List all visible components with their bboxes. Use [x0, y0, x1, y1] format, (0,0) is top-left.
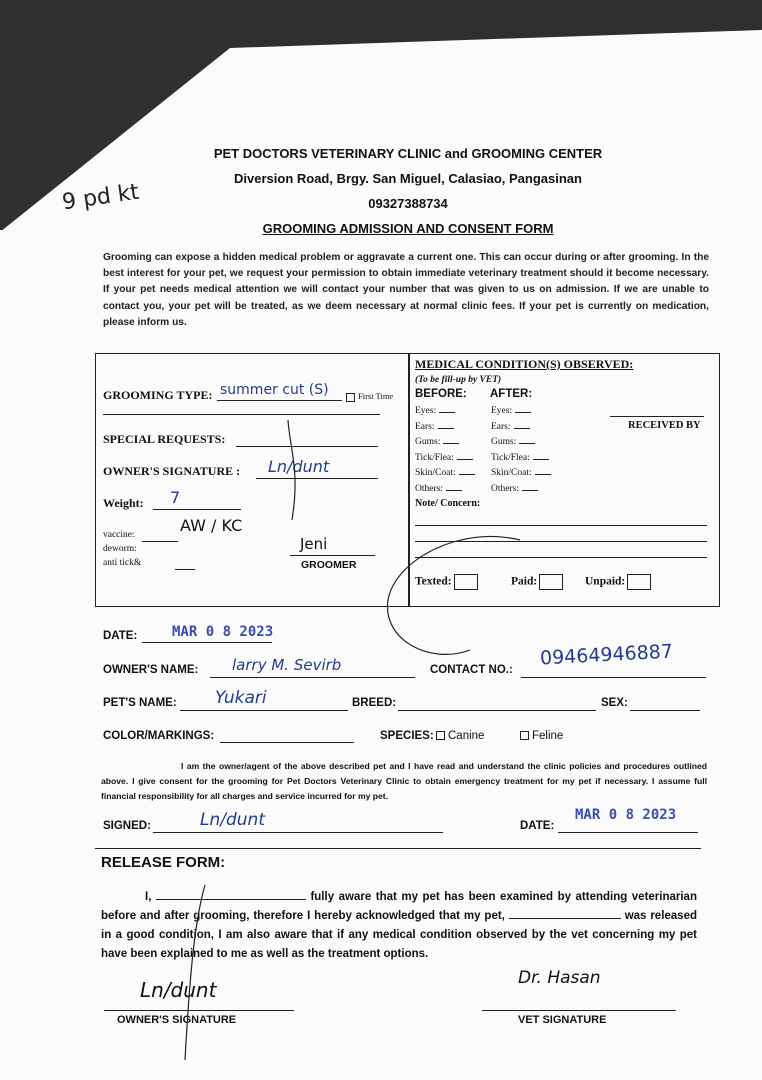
signed-date-line[interactable] [558, 832, 698, 833]
date-label: DATE: [103, 630, 138, 642]
before-item-label: Others: [415, 483, 443, 494]
after-item [491, 422, 530, 432]
breed-label: BREED: [352, 697, 397, 709]
weight-line[interactable] [153, 509, 241, 510]
before-item-label: Gums: [415, 437, 441, 447]
received-by-line[interactable] [610, 416, 704, 417]
breed-line[interactable] [398, 710, 596, 711]
release-line1: fully aware that my pet has been examined by attending veterinarian before and after grooming, therefore I hereby acknowledged that my pet, [101, 891, 697, 922]
species-label: SPECIES: [380, 730, 434, 742]
paid-label: Paid: [511, 575, 538, 588]
date-line[interactable] [142, 642, 272, 643]
before-item [415, 406, 455, 416]
release-vet-signature-label: VET SIGNATURE [518, 1014, 607, 1026]
contact-label: CONTACT NO.: [430, 664, 513, 676]
deworm-label: deworm: [103, 544, 137, 554]
paid-checkbox[interactable] [539, 574, 563, 590]
signed-label: SIGNED: [103, 820, 151, 832]
after-item-line[interactable] [533, 459, 549, 460]
after-item [491, 453, 549, 463]
form-title: GROOMING ADMISSION AND CONSENT FORM [262, 221, 554, 236]
owner-name-label: OWNER'S NAME: [103, 664, 199, 676]
feline-label: Feline [532, 730, 564, 742]
contact-line[interactable] [521, 677, 706, 678]
before-item-line[interactable] [439, 412, 455, 413]
release-owner-scribble: Ln/dunt [140, 978, 217, 1002]
after-label: AFTER: [490, 388, 533, 400]
signed-date-label: DATE: [520, 820, 555, 832]
before-item-label: Skin/Coat: [415, 468, 456, 478]
consent-paragraph: I am the owner/agent of the above described pet and I have read and understand the clinic policies and procedures outlined above. I give consent for the grooming for Pet Doctors Veterinary Clinic to obtain emergency treatment for my pet if necessary. I assume full financial responsibility for all charges and service incurred for my pet. [101, 761, 707, 801]
after-item-label: Tick/Flea: [491, 452, 530, 463]
before-item [415, 484, 462, 494]
vaccine-value: AW / KC [180, 516, 243, 535]
after-item [491, 484, 538, 494]
unpaid-label: Unpaid: [585, 575, 626, 588]
unpaid-checkbox[interactable] [627, 574, 651, 590]
signed-date-stamp: MAR 0 8 2023 [575, 807, 677, 823]
anti-tick-line[interactable] [175, 569, 195, 570]
texted-option[interactable] [415, 574, 478, 590]
note-line-1[interactable] [415, 525, 707, 526]
first-time-checkbox[interactable] [346, 393, 355, 402]
after-item-line[interactable] [535, 474, 551, 475]
vet-signed-name: Dr. Hasan [518, 968, 601, 988]
clinic-address: Diversion Road, Brgy. San Miguel, Calasiao, Pangasinan [234, 171, 582, 186]
after-item-label: Eyes: [491, 406, 513, 416]
vaccine-line[interactable] [142, 541, 178, 542]
before-item [415, 437, 459, 447]
after-item-label: Others: [491, 483, 519, 494]
owner-name-line[interactable] [210, 677, 415, 678]
feline-checkbox[interactable] [520, 731, 529, 740]
after-item [491, 437, 535, 447]
vaccine-label: vaccine: [103, 530, 135, 540]
pet-name-line[interactable] [180, 710, 348, 711]
after-item-line[interactable] [519, 443, 535, 444]
release-paragraph [101, 888, 697, 964]
first-time-option[interactable] [346, 391, 393, 402]
before-item [415, 468, 475, 478]
anti-tick-label: anti tick& [103, 558, 142, 568]
color-label: COLOR/MARKINGS: [103, 730, 215, 742]
before-item-label: Tick/Flea: [415, 452, 454, 463]
after-item [491, 406, 531, 416]
release-vet-signature-line[interactable] [482, 1010, 676, 1011]
release-owner-signature-label: OWNER'S SIGNATURE [117, 1014, 237, 1026]
pet-name-value: Yukari [215, 688, 267, 708]
owner-name-value: larry M. Sevirb [232, 656, 342, 674]
canine-label: Canine [448, 730, 485, 742]
groomer-line[interactable] [290, 555, 375, 556]
signed-scribble: Ln/dunt [200, 810, 265, 830]
before-item-line[interactable] [438, 428, 454, 429]
canine-option[interactable] [436, 730, 484, 742]
pet-name-label: PET'S NAME: [103, 697, 177, 709]
medical-subtitle: (To be fill-up by VET) [415, 375, 502, 385]
before-item-line[interactable] [446, 490, 462, 491]
intro-paragraph: Grooming can expose a hidden medical problem or aggravate a current one. This can occur during or after grooming. In the best interest for your pet, we request your permission to obtain immediate veterinary treatment should it become necessary. If your pet needs medical attention we will contact your number that was given to us on admission. If we are unable to contact you, your pet will be treated, as we deem necessary at normal clinic fees. If your pet is currently on medication, please inform us. [103, 252, 709, 328]
canine-checkbox[interactable] [436, 731, 445, 740]
note-line-2[interactable] [415, 541, 707, 542]
before-item [415, 453, 473, 463]
note-line-3[interactable] [415, 557, 707, 558]
weight-value: 7 [170, 488, 181, 507]
release-i-label: I, [145, 891, 152, 903]
owner-signature-scribble: Ln/dunt [268, 457, 330, 476]
clinic-phone: 09327388734 [368, 196, 448, 211]
grooming-extra-line[interactable] [103, 414, 380, 415]
groomer-name: Jeni [300, 535, 328, 553]
special-requests-line[interactable] [236, 446, 378, 447]
grooming-type-line[interactable] [217, 400, 342, 401]
unpaid-option[interactable] [585, 574, 651, 590]
release-owner-line[interactable] [156, 899, 306, 900]
after-item-label: Gums: [491, 437, 517, 447]
weight-label: Weight: [103, 496, 144, 510]
sex-label: SEX: [601, 697, 628, 709]
groomer-label: GROOMER [301, 559, 357, 571]
before-label: BEFORE: [415, 388, 467, 400]
feline-option[interactable] [520, 730, 563, 742]
note-label: Note/ Concern: [415, 498, 481, 509]
before-item-line[interactable] [443, 443, 459, 444]
sex-line[interactable] [630, 710, 700, 711]
before-item [415, 422, 454, 432]
after-item-label: Skin/Coat: [491, 468, 532, 478]
release-title: RELEASE FORM: [101, 854, 226, 871]
contact-value: 09464946887 [539, 640, 674, 670]
release-line2: was released in a good condition, I am also aware that if any medical condition observed by the vet concerning my pet have been explained to me as well as the treatment options. [101, 910, 697, 960]
received-by-label: RECEIVED BY [628, 420, 701, 431]
after-item-line[interactable] [522, 490, 538, 491]
date-stamp: MAR 0 8 2023 [172, 624, 274, 640]
release-owner-signature-line[interactable] [104, 1010, 294, 1011]
before-item-label: Ears: [415, 421, 435, 432]
before-item-line[interactable] [459, 474, 475, 475]
after-item-label: Ears: [491, 421, 511, 432]
texted-checkbox[interactable] [454, 574, 478, 590]
after-item-line[interactable] [514, 428, 530, 429]
first-time-label: First Time [358, 391, 394, 401]
owner-signature-line[interactable] [256, 478, 378, 479]
clinic-name: PET DOCTORS VETERINARY CLINIC and GROOMING CENTER [213, 146, 603, 161]
color-line[interactable] [220, 742, 354, 743]
signed-line[interactable] [153, 832, 443, 833]
grooming-type-label: GROOMING TYPE: [103, 388, 213, 402]
after-item [491, 468, 551, 478]
before-item-label: Eyes: [415, 406, 437, 416]
special-requests-label: SPECIAL REQUESTS: [103, 432, 226, 446]
release-pet-line[interactable] [509, 918, 621, 919]
after-item-line[interactable] [515, 412, 531, 413]
medical-title: MEDICAL CONDITION(S) OBSERVED: [415, 357, 634, 371]
grooming-type-value: summer cut (S) [220, 382, 329, 398]
owner-signature-label: OWNER'S SIGNATURE : [103, 464, 241, 478]
corner-handwriting: 9 pd kt [60, 179, 141, 216]
paid-option[interactable] [511, 574, 563, 590]
texted-label: Texted: [415, 575, 452, 588]
before-item-line[interactable] [457, 459, 473, 460]
